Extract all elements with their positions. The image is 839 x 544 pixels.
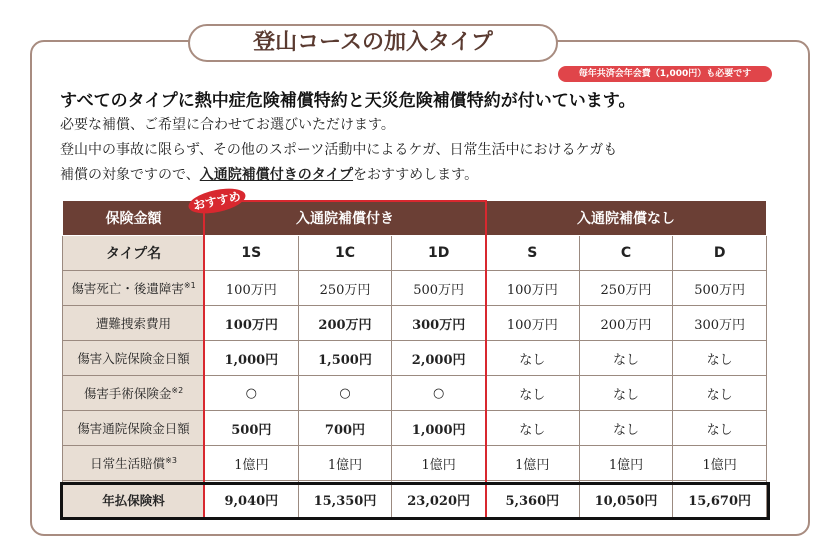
row-label: 傷害通院保険金日額 <box>63 411 205 446</box>
table-row <box>63 306 767 341</box>
total-label: 年払保険料 <box>63 481 205 519</box>
intro-text: をおすすめします。 <box>353 167 479 183</box>
total-cell: 15,670円 <box>673 481 767 519</box>
table-row <box>63 376 767 411</box>
value-cell: ○ <box>392 376 486 411</box>
value-cell: 1億円 <box>485 446 579 481</box>
header-group-with-hospital: 入通院補償付き <box>205 201 486 236</box>
type-cell: S <box>485 236 579 271</box>
row-label: 傷害手術保険金$^{※2}$ <box>63 376 205 411</box>
table-row <box>63 446 767 481</box>
value-cell: 100万円 <box>485 306 579 341</box>
plan-table <box>62 200 767 519</box>
row-label: 日常生活賠償$^{※3}$ <box>63 446 205 481</box>
intro-line-1: 必要な補償、ご希望に合わせてお選びいただけます。 <box>60 117 395 133</box>
intro-line-2: 登山中の事故に限らず、その他のスポーツ活動中によるケガ、日常生活中におけるケガも <box>60 142 618 158</box>
type-cell: C <box>579 236 673 271</box>
value-cell: 250万円 <box>298 271 392 306</box>
row-label: 傷害入院保険金日額 <box>63 341 205 376</box>
value-cell: 1億円 <box>298 446 392 481</box>
value-cell: 500円 <box>205 411 299 446</box>
total-cell: 10,050円 <box>579 481 673 519</box>
header-label: 保険金額 <box>63 201 205 236</box>
value-cell: 300万円 <box>673 306 767 341</box>
type-label: タイプ名 <box>63 236 205 271</box>
value-cell: ○ <box>298 376 392 411</box>
value-cell: 300万円 <box>392 306 486 341</box>
total-cell: 9,040円 <box>205 481 299 519</box>
type-row <box>63 236 767 271</box>
intro-text: 補償の対象ですので、 <box>60 167 200 183</box>
value-cell: なし <box>579 376 673 411</box>
value-cell: なし <box>673 411 767 446</box>
value-cell: なし <box>673 341 767 376</box>
total-cell: 23,020円 <box>392 481 486 519</box>
value-cell: 1億円 <box>673 446 767 481</box>
table-row <box>63 271 767 306</box>
total-cell: 5,360円 <box>485 481 579 519</box>
value-cell: 200万円 <box>579 306 673 341</box>
row-label: 傷害死亡・後遺障害$^{※1}$ <box>63 271 205 306</box>
total-row <box>63 481 767 519</box>
type-cell: 1S <box>205 236 299 271</box>
recommend-badge: おすすめ <box>186 184 247 218</box>
intro-line-3 <box>60 164 478 184</box>
value-cell: 1億円 <box>579 446 673 481</box>
value-cell: 700円 <box>298 411 392 446</box>
value-cell: 200万円 <box>298 306 392 341</box>
value-cell: なし <box>673 376 767 411</box>
value-cell: 1,000円 <box>392 411 486 446</box>
table-header-row <box>63 201 767 236</box>
value-cell: 250万円 <box>579 271 673 306</box>
value-cell: なし <box>579 341 673 376</box>
type-cell: 1C <box>298 236 392 271</box>
row-label: 遭難捜索費用 <box>63 306 205 341</box>
membership-fee-badge: 毎年共済会年会費（1,000円）も必要です <box>558 66 772 82</box>
header-group-without-hospital: 入通院補償なし <box>485 201 766 236</box>
page-title: 登山コースの加入タイプ <box>188 24 558 62</box>
value-cell: 100万円 <box>205 306 299 341</box>
value-cell: 500万円 <box>392 271 486 306</box>
value-cell: 100万円 <box>205 271 299 306</box>
value-cell: なし <box>485 376 579 411</box>
total-cell: 15,350円 <box>298 481 392 519</box>
value-cell: 1億円 <box>205 446 299 481</box>
value-cell: ○ <box>205 376 299 411</box>
value-cell: 500万円 <box>673 271 767 306</box>
value-cell: なし <box>579 411 673 446</box>
value-cell: 1億円 <box>392 446 486 481</box>
table-row <box>63 411 767 446</box>
value-cell: なし <box>485 411 579 446</box>
type-cell: D <box>673 236 767 271</box>
value-cell: 1,500円 <box>298 341 392 376</box>
value-cell: 1,000円 <box>205 341 299 376</box>
table-row <box>63 341 767 376</box>
value-cell: なし <box>485 341 579 376</box>
value-cell: 2,000円 <box>392 341 486 376</box>
value-cell: 100万円 <box>485 271 579 306</box>
type-cell: 1D <box>392 236 486 271</box>
lead-text: すべてのタイプに熱中症危険補償特約と天災危険補償特約が付いています。 <box>60 91 636 111</box>
recommend-emphasis: 入通院補償付きのタイプ <box>199 167 354 183</box>
